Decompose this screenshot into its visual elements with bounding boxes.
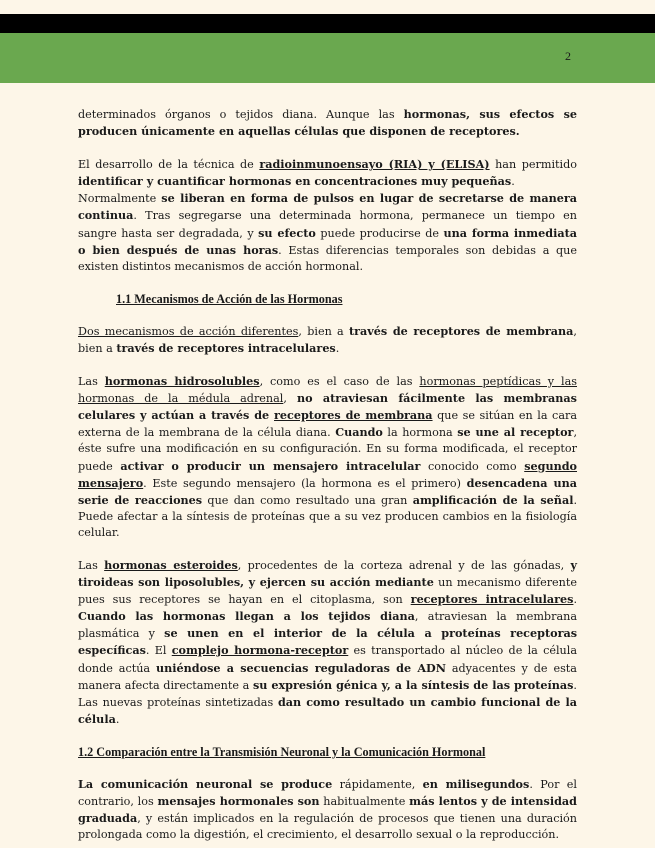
paragraph-two-mechanisms: Dos mecanismos de acción diferentes, bien a través de receptores de membrana, bien a través de receptores intracelulares. bbox=[78, 323, 577, 355]
emphasized-text: La comunicación neuronal se produce bbox=[78, 776, 333, 791]
emphasized-text: hormonas, sus efectos se producen únicamente en aquellas células que disponen de receptores. bbox=[78, 107, 577, 139]
emphasized-text: Cuando bbox=[335, 425, 383, 440]
emphasized-text: hormonas peptídicas y las hormonas de la médula adrenal bbox=[78, 375, 577, 406]
paragraph-neuronal-vs-hormonal: La comunicación neuronal se produce rápidamente, en milisegundos. Por el contrario, los mensajes hormonales son habitualmente más lentos y de intensidad graduada, y están implicados en la regulación de procesos que tienen una duración prolongada como la digestión, el crecimiento, el desarrollo sexual o la reproducción. bbox=[78, 776, 578, 842]
page-header bbox=[0, 33, 655, 83]
emphasized-text: receptores intracelulares bbox=[410, 592, 574, 607]
emphasized-text: se une al receptor bbox=[457, 425, 574, 440]
emphasized-text: dan como resultado un cambio funcional de la célula bbox=[78, 694, 577, 726]
emphasized-text: más lentos y de intensidad graduada bbox=[78, 794, 577, 826]
section-heading-1-1: 1.1 Mecanismos de Acción de las Hormonas bbox=[116, 291, 343, 306]
document-body bbox=[78, 106, 577, 843]
paragraph-hydrosoluble-hormones: Las hormonas hidrosolubles, como es el caso de las hormonas peptídicas y las hormonas de la médula adrenal, no atraviesan fácilmente las membranas celulares y actúan a través de receptores de membrana que se sitúan en la cara externa de la membrana de la célula diana. Cuando la hormona se une al receptor, éste sufre una modificación en su configuración. En su forma modificada, el receptor puede activar o producir un mensajero intracelular conocido como segundo mensajero. Este segundo mensajero (la hormona es el primero) desencadena una serie de reacciones que dan como resultado una gran amplificación de la señal. Puede afectar a la síntesis de proteínas que a su vez producen cambios en la fisiología celular. bbox=[78, 374, 578, 539]
emphasized-text: radioinmunoensayo (RIA) y (ELISA) bbox=[259, 157, 490, 172]
emphasized-text: través de receptores intracelulares bbox=[116, 340, 336, 355]
emphasized-text: amplificación de la señal bbox=[412, 492, 574, 507]
emphasized-text: y tiroideas son liposolubles, y ejercen su acción mediante bbox=[78, 557, 578, 590]
emphasized-text: se liberan en forma de pulsos en lugar de secretarse de manera continua bbox=[78, 191, 577, 223]
emphasized-text: se unen en el interior de la célula a proteínas receptoras específicas bbox=[78, 626, 578, 658]
page-number: 2 bbox=[565, 49, 571, 63]
emphasized-text: mensajes hormonales son bbox=[157, 794, 320, 808]
paragraph-steroid-hormones: Las hormonas esteroides, procedentes de la corteza adrenal y de las gónadas, y tiroideas son liposolubles, y ejercen su acción mediante un mecanismo diferente pues sus receptores se hayan en el citoplasma, son receptores intracelulares. Cuando las hormonas llegan a los tejidos diana, atraviesan la membrana plasmática y se unen en el interior de la célula a proteínas receptoras específicas. El complejo hormona-receptor es transportado al núcleo de la célula donde actúa uniéndose a secuencias reguladoras de ADN adyacentes y de esta manera afecta directamente a su expresión génica y, a la síntesis de las proteínas. Las nuevas proteínas sintetizadas dan como resultado un cambio funcional de la célula. bbox=[78, 557, 578, 726]
emphasized-text: su efecto bbox=[258, 225, 316, 240]
emphasized-text: hormonas hidrosolubles bbox=[104, 374, 260, 389]
emphasized-text: hormonas esteroides bbox=[104, 557, 238, 572]
section-heading-1-2: 1.2 Comparación entre la Transmisión Neuronal y la Comunicación Hormonal bbox=[78, 744, 486, 759]
emphasized-text: través de receptores de membrana bbox=[349, 323, 574, 338]
emphasized-text: Cuando las hormonas llegan a los tejidos diana bbox=[78, 609, 415, 624]
emphasized-text: su expresión génica y, a la síntesis de las proteínas bbox=[252, 677, 574, 692]
emphasized-text: uniéndose a secuencias reguladoras de ADN bbox=[156, 660, 446, 675]
paragraph-pulsatile-release: Normalmente se liberan en forma de pulsos en lugar de secretarse de manera continua. Tras segregarse una determinada hormona, permanece un tiempo en sangre hasta ser degradada, y su efecto puede producirse de una forma inmediata o bien después de unas horas. Estas diferencias temporales son debidas a que existen distintos mecanismos de acción hormonal. bbox=[78, 191, 577, 273]
paragraph-ria-elisa: El desarrollo de la técnica de radioinmunoensayo (RIA) y (ELISA) han permitido identificar y cuantificar hormonas en concentraciones muy pequeñas. bbox=[78, 157, 577, 189]
emphasized-text: en milisegundos bbox=[422, 776, 530, 791]
emphasized-text: activar o producir un mensajero intracelular bbox=[120, 458, 421, 473]
emphasized-text: no atraviesan fácilmente las membranas celulares y actúan a través de bbox=[78, 391, 577, 423]
emphasized-text: segundo mensajero bbox=[78, 458, 578, 490]
emphasized-text: Dos mecanismos de acción diferentes bbox=[78, 324, 299, 338]
emphasized-text: una forma inmediata o bien después de unas horas bbox=[78, 225, 577, 257]
emphasized-text: identificar y cuantificar hormonas en concentraciones muy pequeñas bbox=[78, 174, 512, 189]
paragraph-intro-continuation: determinados órganos o tejidos diana. Aunque las hormonas, sus efectos se producen únicamente en aquellas células que disponen de receptores. bbox=[78, 107, 577, 139]
emphasized-text: receptores de membrana bbox=[274, 408, 433, 423]
emphasized-text: complejo hormona-receptor bbox=[171, 643, 349, 658]
top-black-bar bbox=[0, 14, 655, 33]
emphasized-text: desencadena una serie de reacciones bbox=[78, 475, 577, 507]
